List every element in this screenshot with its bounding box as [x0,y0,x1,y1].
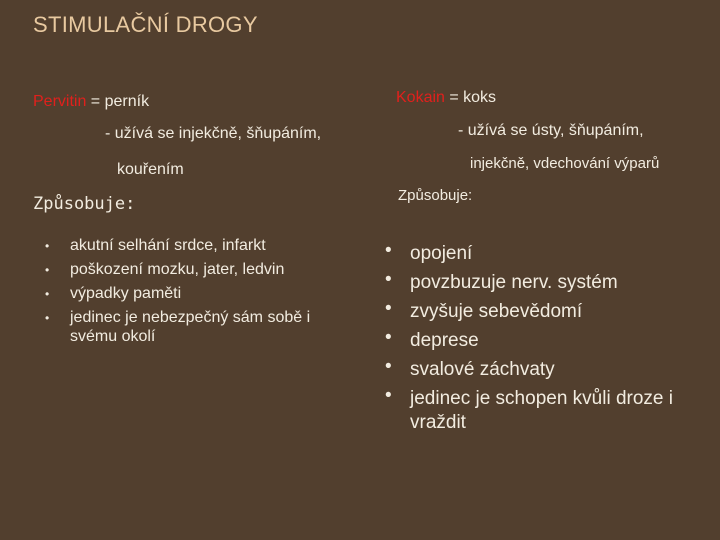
kokain-causes-label: Způsobuje: [398,187,473,204]
list-item: • deprese [385,327,479,351]
pervitin-usage-line2: kouřením [117,161,184,178]
kokain-alias: = koks [444,89,497,106]
bullet-icon: • [385,269,392,290]
pervitin-name: Pervitin [33,93,87,110]
pervitin-alias: = perník [86,93,150,110]
list-item: • poškození mozku, jater, ledvin [45,258,345,282]
kokain-effects-list [385,240,705,438]
list-item: • akutní selhání srdce, infarkt [45,234,345,258]
pervitin-causes-label: Způsobuje: [33,194,136,214]
pervitin-effects-list [45,234,345,349]
list-item: • povzbuzuje nerv. systém [385,269,618,293]
kokain-usage-line1: - užívá se ústy, šňupáním, [458,122,644,139]
bullet-icon: • [385,240,392,261]
kokain-usage-line2: injekčně, vdechování výparů [470,155,660,172]
bullet-icon: • [45,263,50,277]
bullet-icon: • [385,356,392,377]
bullet-icon: • [45,311,50,325]
slide-title: STIMULAČNÍ DROGY [33,12,258,37]
pervitin-heading [33,93,149,111]
kokain-name: Kokain [396,89,445,106]
list-item: • opojení [385,240,473,264]
list-item: • zvyšuje sebevědomí [385,298,583,322]
list-item: • jedinec je schopen kvůli droze i vraždit [385,385,673,433]
list-item: • výpadky paměti [45,282,345,306]
bullet-icon: • [385,327,392,348]
bullet-icon: • [385,298,392,319]
bullet-icon: • [45,287,50,301]
list-item: • jedinec je nebezpečný sám sobě i svému okolí [45,306,345,349]
bullet-icon: • [45,239,50,253]
bullet-icon: • [385,385,392,406]
list-item: • svalové záchvaty [385,356,555,380]
pervitin-usage-line1: - užívá se injekčně, šňupáním, [105,125,322,142]
kokain-heading [396,89,496,107]
